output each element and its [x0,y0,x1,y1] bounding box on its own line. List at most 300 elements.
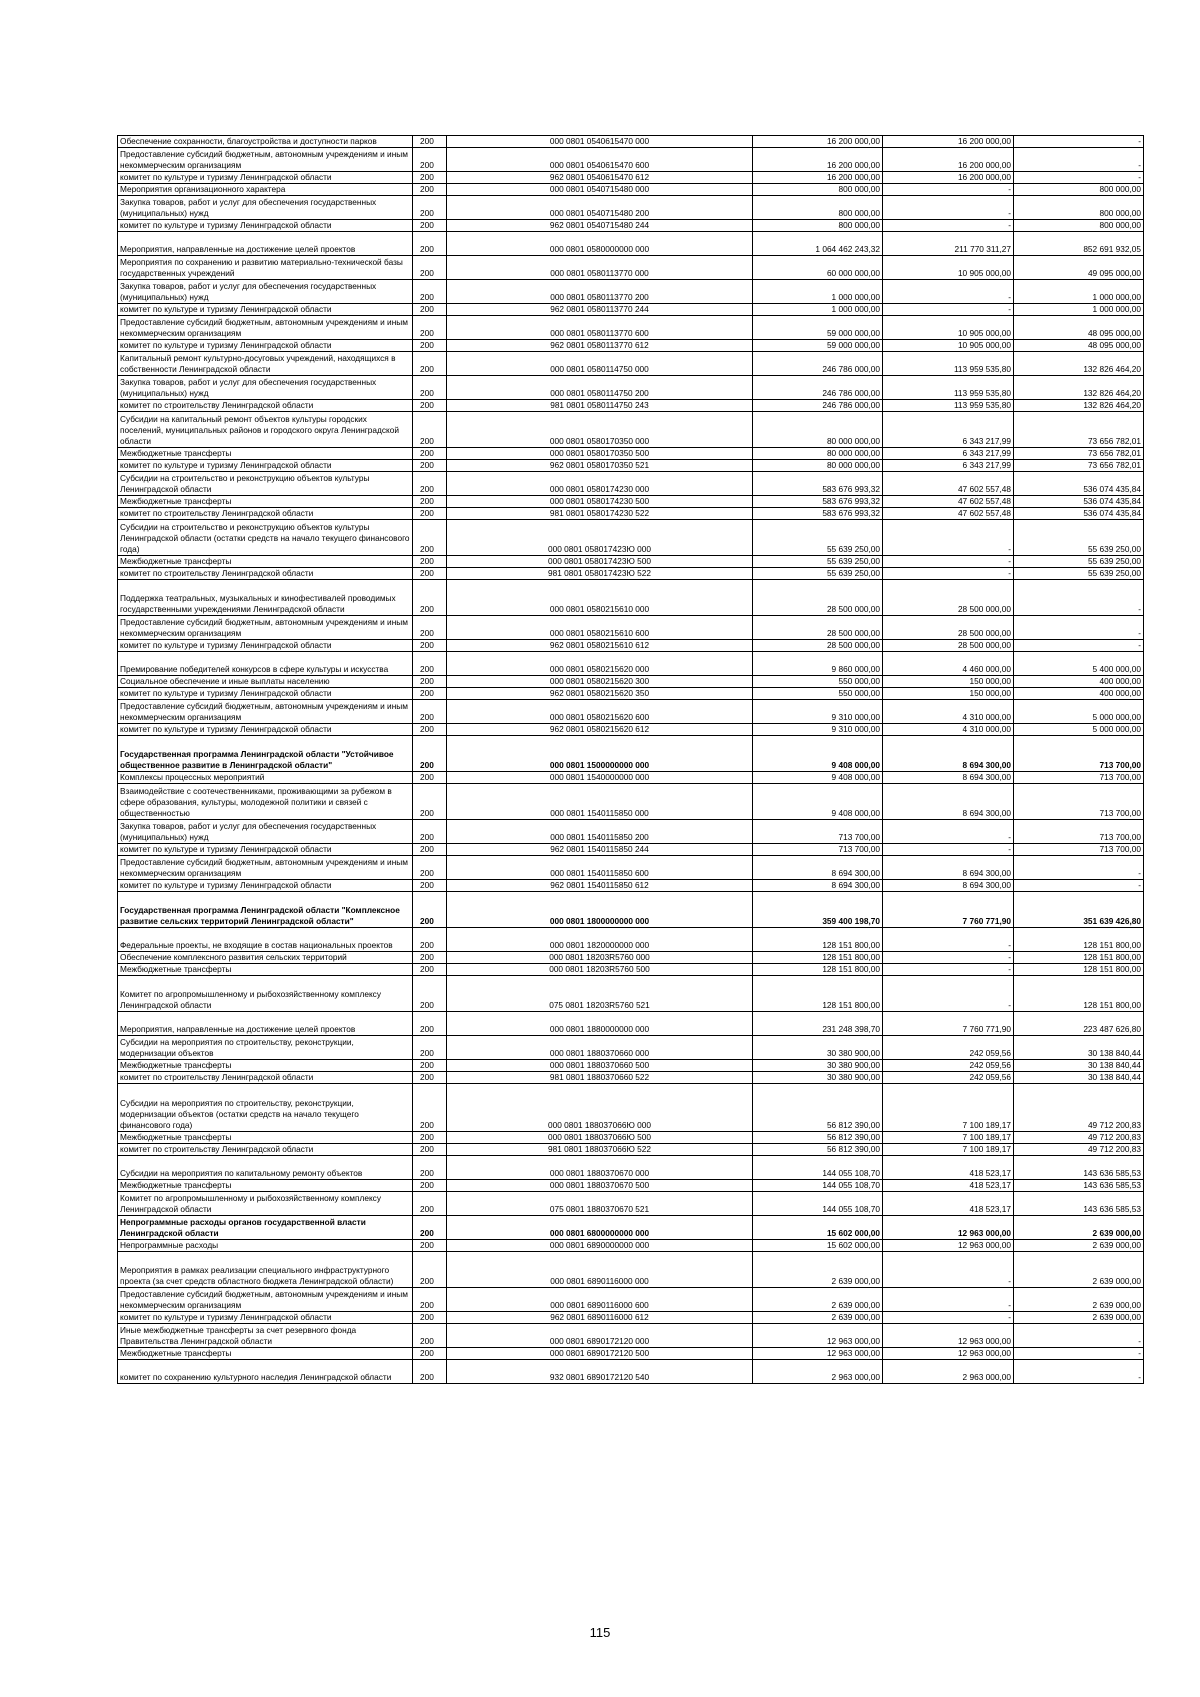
row-value-3: 713 700,00 [1014,820,1144,844]
row-value-3: 5 000 000,00 [1014,700,1144,724]
row-value-2: 7 760 771,90 [883,892,1014,928]
row-name: Межбюджетные трансферты [118,448,413,460]
row-admin-code: 200 [413,964,447,976]
row-name: Предоставление субсидий бюджетным, автономным учреждениям и иным некоммерческим организациям [118,1288,413,1312]
row-value-3: 713 700,00 [1014,784,1144,820]
row-admin-code: 200 [413,184,447,196]
row-value-2: 7 100 189,17 [883,1132,1014,1144]
row-name: Комитет по агропромышленному и рыбохозяйственному комплексу Ленинградской области [118,1192,413,1216]
row-name: Государственная программа Ленинградской области "Устойчивое общественное развитие в Ленинградской области" [118,736,413,772]
row-name: Межбюджетные трансферты [118,1132,413,1144]
row-value-2: 418 523,17 [883,1156,1014,1180]
table-row [118,1156,1144,1180]
row-value-3: 73 656 782,01 [1014,448,1144,460]
table-row [118,1084,1144,1132]
row-admin-code: 200 [413,196,447,220]
row-value-3: 2 639 000,00 [1014,1252,1144,1288]
row-budget-code: 000 0801 0580170350 500 [447,448,753,460]
row-admin-code: 200 [413,304,447,316]
row-name: Мероприятия по сохранению и развитию материально-технической базы государственных учреждений [118,256,413,280]
row-value-3: 128 151 800,00 [1014,952,1144,964]
row-value-3: - [1014,640,1144,652]
row-budget-code: 981 0801 188037066Ю 522 [447,1144,753,1156]
table-row [118,700,1144,724]
row-value-1: 550 000,00 [753,676,883,688]
row-value-2: 8 694 300,00 [883,772,1014,784]
row-budget-code: 000 0801 1800000000 000 [447,892,753,928]
row-budget-code: 981 0801 1880370660 522 [447,1072,753,1084]
row-name: Межбюджетные трансферты [118,556,413,568]
row-value-2: 47 602 557,48 [883,508,1014,520]
table-row [118,280,1144,304]
table-row [118,1288,1144,1312]
row-value-2: 12 963 000,00 [883,1324,1014,1348]
table-row [118,1132,1144,1144]
table-row [118,136,1144,148]
row-value-2: 242 059,56 [883,1072,1014,1084]
row-name: Предоставление субсидий бюджетным, автономным учреждениям и иным некоммерческим организациям [118,148,413,172]
table-row [118,508,1144,520]
row-admin-code: 200 [413,1348,447,1360]
row-value-2: 418 523,17 [883,1180,1014,1192]
row-value-3: 55 639 250,00 [1014,556,1144,568]
row-value-2: 7 760 771,90 [883,1012,1014,1036]
row-value-3: 536 074 435,84 [1014,508,1144,520]
row-value-2: 10 905 000,00 [883,256,1014,280]
row-budget-code: 000 0801 1880370670 000 [447,1156,753,1180]
row-admin-code: 200 [413,928,447,952]
row-value-3: - [1014,616,1144,640]
row-admin-code: 200 [413,508,447,520]
row-value-3: 49 712 200,83 [1014,1144,1144,1156]
row-value-1: 246 786 000,00 [753,376,883,400]
row-value-3: 2 639 000,00 [1014,1240,1144,1252]
row-value-3: 30 138 840,44 [1014,1060,1144,1072]
row-admin-code: 200 [413,220,447,232]
row-budget-code: 981 0801 0580174230 522 [447,508,753,520]
row-value-1: 16 200 000,00 [753,172,883,184]
row-name: Межбюджетные трансферты [118,496,413,508]
row-admin-code: 200 [413,376,447,400]
table-row [118,1144,1144,1156]
row-budget-code: 000 0801 1880370670 500 [447,1180,753,1192]
table-row [118,688,1144,700]
row-name: комитет по культуре и туризму Ленинградской области [118,844,413,856]
row-value-2: 7 100 189,17 [883,1144,1014,1156]
row-value-3: 800 000,00 [1014,196,1144,220]
row-name: Субсидии на строительство и реконструкцию объектов культуры Ленинградской области (остатки средств на начало текущего финансового года) [118,520,413,556]
row-budget-code: 000 0801 188037066Ю 500 [447,1132,753,1144]
row-value-1: 2 639 000,00 [753,1252,883,1288]
row-value-2: - [883,952,1014,964]
row-value-3: 132 826 464,20 [1014,400,1144,412]
row-value-1: 60 000 000,00 [753,256,883,280]
row-name: комитет по строительству Ленинградской области [118,1072,413,1084]
row-value-1: 8 694 300,00 [753,880,883,892]
row-name: Непрограммные расходы органов государственной власти Ленинградской области [118,1216,413,1240]
table-row [118,976,1144,1012]
row-value-2: 2 963 000,00 [883,1360,1014,1384]
row-admin-code: 200 [413,256,447,280]
table-row [118,172,1144,184]
row-value-2: 211 770 311,27 [883,232,1014,256]
row-name: Субсидии на мероприятия по капитальному ремонту объектов [118,1156,413,1180]
table-row [118,928,1144,952]
row-budget-code: 000 0801 0580215620 000 [447,652,753,676]
row-name: Капитальный ремонт культурно-досуговых учреждений, находящихся в собственности Ленинградской области [118,352,413,376]
row-name: комитет по культуре и туризму Ленинградской области [118,880,413,892]
row-budget-code: 962 0801 0580113770 612 [447,340,753,352]
row-value-3: 73 656 782,01 [1014,412,1144,448]
table-row [118,1360,1144,1384]
row-value-3: - [1014,1324,1144,1348]
row-value-1: 713 700,00 [753,844,883,856]
row-name: комитет по культуре и туризму Ленинградской области [118,1312,413,1324]
row-value-2: 47 602 557,48 [883,472,1014,496]
row-value-2: - [883,520,1014,556]
table-row [118,1348,1144,1360]
row-value-1: 80 000 000,00 [753,448,883,460]
row-value-2: 12 963 000,00 [883,1348,1014,1360]
row-name: Межбюджетные трансферты [118,964,413,976]
row-admin-code: 200 [413,280,447,304]
row-admin-code: 200 [413,892,447,928]
row-admin-code: 200 [413,1132,447,1144]
row-value-1: 12 963 000,00 [753,1324,883,1348]
row-name: Мероприятия, направленные на достижение целей проектов [118,232,413,256]
table-row [118,844,1144,856]
row-value-1: 583 676 993,32 [753,496,883,508]
row-budget-code: 000 0801 058017423Ю 500 [447,556,753,568]
row-value-1: 550 000,00 [753,688,883,700]
table-row [118,1216,1144,1240]
row-value-3: - [1014,1348,1144,1360]
row-admin-code: 200 [413,880,447,892]
row-name: Федеральные проекты, не входящие в состав национальных проектов [118,928,413,952]
row-admin-code: 200 [413,772,447,784]
row-admin-code: 200 [413,700,447,724]
row-value-1: 800 000,00 [753,196,883,220]
row-value-3: 713 700,00 [1014,736,1144,772]
row-admin-code: 200 [413,1252,447,1288]
row-value-2: - [883,1312,1014,1324]
row-budget-code: 000 0801 0580114750 200 [447,376,753,400]
table-row [118,1072,1144,1084]
row-value-2: 242 059,56 [883,1060,1014,1072]
row-value-2: 10 905 000,00 [883,316,1014,340]
table-row [118,772,1144,784]
table-row [118,1312,1144,1324]
row-budget-code: 000 0801 6890172120 500 [447,1348,753,1360]
row-budget-code: 000 0801 1540115850 600 [447,856,753,880]
row-name: комитет по культуре и туризму Ленинградской области [118,640,413,652]
row-value-3: 852 691 932,05 [1014,232,1144,256]
row-admin-code: 200 [413,448,447,460]
row-value-1: 28 500 000,00 [753,580,883,616]
row-value-2: 4 310 000,00 [883,700,1014,724]
table-row [118,472,1144,496]
row-value-1: 30 380 900,00 [753,1036,883,1060]
row-value-3: 800 000,00 [1014,184,1144,196]
row-budget-code: 962 0801 1540115850 244 [447,844,753,856]
row-value-2: - [883,964,1014,976]
row-value-1: 359 400 198,70 [753,892,883,928]
row-value-1: 16 200 000,00 [753,148,883,172]
row-budget-code: 000 0801 0580215610 600 [447,616,753,640]
table-row [118,1012,1144,1036]
row-admin-code: 200 [413,1156,447,1180]
row-name: Мероприятия организационного характера [118,184,413,196]
table-row [118,616,1144,640]
row-value-2: 6 343 217,99 [883,412,1014,448]
row-budget-code: 981 0801 058017423Ю 522 [447,568,753,580]
row-admin-code: 200 [413,784,447,820]
row-value-3: 143 636 585,53 [1014,1180,1144,1192]
row-name: комитет по культуре и туризму Ленинградской области [118,304,413,316]
row-budget-code: 981 0801 0580114750 243 [447,400,753,412]
table-row [118,148,1144,172]
table-row [118,892,1144,928]
row-value-2: 28 500 000,00 [883,580,1014,616]
row-budget-code: 000 0801 1540115850 200 [447,820,753,844]
row-name: комитет по культуре и туризму Ленинградской области [118,340,413,352]
row-value-3: 49 095 000,00 [1014,256,1144,280]
row-admin-code: 200 [413,1240,447,1252]
row-name: Предоставление субсидий бюджетным, автономным учреждениям и иным некоммерческим организациям [118,316,413,340]
row-name: Предоставление субсидий бюджетным, автономным учреждениям и иным некоммерческим организациям [118,700,413,724]
row-admin-code: 200 [413,1012,447,1036]
row-name: Мероприятия, направленные на достижение целей проектов [118,1012,413,1036]
row-value-2: - [883,184,1014,196]
row-budget-code: 000 0801 0580174230 500 [447,496,753,508]
table-body [118,136,1144,1384]
row-admin-code: 200 [413,1216,447,1240]
table-row [118,340,1144,352]
row-value-2: 242 059,56 [883,1036,1014,1060]
table-row [118,580,1144,616]
row-budget-code: 000 0801 6890116000 000 [447,1252,753,1288]
table-row [118,1240,1144,1252]
table-row [118,652,1144,676]
row-value-3: - [1014,880,1144,892]
row-value-1: 128 151 800,00 [753,976,883,1012]
row-name: Закупка товаров, работ и услуг для обеспечения государственных (муниципальных) нужд [118,820,413,844]
row-value-1: 128 151 800,00 [753,952,883,964]
row-value-2: - [883,304,1014,316]
row-value-1: 15 602 000,00 [753,1240,883,1252]
row-name: комитет по культуре и туризму Ленинградской области [118,172,413,184]
table-row [118,856,1144,880]
row-value-3: 400 000,00 [1014,688,1144,700]
row-admin-code: 200 [413,520,447,556]
row-admin-code: 200 [413,568,447,580]
table-row [118,220,1144,232]
row-value-2: 16 200 000,00 [883,136,1014,148]
row-budget-code: 962 0801 1540115850 612 [447,880,753,892]
row-value-2: - [883,280,1014,304]
row-admin-code: 200 [413,340,447,352]
row-value-1: 231 248 398,70 [753,1012,883,1036]
row-value-3: 30 138 840,44 [1014,1072,1144,1084]
row-name: Межбюджетные трансферты [118,1348,413,1360]
row-value-1: 128 151 800,00 [753,964,883,976]
row-name: Субсидии на мероприятия по строительству, реконструкции, модернизации объектов [118,1036,413,1060]
table-row [118,724,1144,736]
row-value-3: 536 074 435,84 [1014,496,1144,508]
row-admin-code: 200 [413,580,447,616]
row-budget-code: 000 0801 0580215620 600 [447,700,753,724]
table-row [118,460,1144,472]
row-value-1: 15 602 000,00 [753,1216,883,1240]
table-row [118,736,1144,772]
table-row [118,316,1144,340]
row-budget-code: 962 0801 0580215620 612 [447,724,753,736]
row-value-2: - [883,196,1014,220]
row-value-3: 132 826 464,20 [1014,376,1144,400]
row-value-1: 1 000 000,00 [753,280,883,304]
row-budget-code: 000 0801 1540115850 000 [447,784,753,820]
row-value-2: - [883,928,1014,952]
row-budget-code: 000 0801 0580114750 000 [447,352,753,376]
row-budget-code: 000 0801 18203R5760 000 [447,952,753,964]
row-admin-code: 200 [413,1288,447,1312]
row-value-3: 49 712 200,83 [1014,1084,1144,1132]
row-value-2: 113 959 535,80 [883,376,1014,400]
row-value-1: 9 408 000,00 [753,736,883,772]
table-row [118,376,1144,400]
row-value-2: - [883,568,1014,580]
row-name: Предоставление субсидий бюджетным, автономным учреждениям и иным некоммерческим организациям [118,616,413,640]
row-budget-code: 000 0801 6890000000 000 [447,1240,753,1252]
row-value-3: 128 151 800,00 [1014,964,1144,976]
row-budget-code: 962 0801 0540615470 612 [447,172,753,184]
row-admin-code: 200 [413,1360,447,1384]
row-value-3: - [1014,172,1144,184]
row-value-2: 12 963 000,00 [883,1240,1014,1252]
row-value-1: 800 000,00 [753,184,883,196]
row-value-2: 150 000,00 [883,676,1014,688]
row-budget-code: 000 0801 1500000000 000 [447,736,753,772]
row-admin-code: 200 [413,1324,447,1348]
row-value-1: 12 963 000,00 [753,1348,883,1360]
row-budget-code: 000 0801 188037066Ю 000 [447,1084,753,1132]
row-value-2: 113 959 535,80 [883,400,1014,412]
row-value-2: 16 200 000,00 [883,172,1014,184]
row-value-1: 28 500 000,00 [753,616,883,640]
table-row [118,1180,1144,1192]
row-admin-code: 200 [413,736,447,772]
row-value-3: 713 700,00 [1014,772,1144,784]
row-value-1: 55 639 250,00 [753,520,883,556]
row-value-1: 144 055 108,70 [753,1156,883,1180]
row-name: Непрограммные расходы [118,1240,413,1252]
row-value-2: - [883,220,1014,232]
row-budget-code: 962 0801 0580170350 521 [447,460,753,472]
row-value-2: 113 959 535,80 [883,352,1014,376]
row-admin-code: 200 [413,400,447,412]
row-admin-code: 200 [413,556,447,568]
row-value-1: 1 064 462 243,32 [753,232,883,256]
row-value-1: 8 694 300,00 [753,856,883,880]
row-value-3: 2 639 000,00 [1014,1288,1144,1312]
row-budget-code: 000 0801 1540000000 000 [447,772,753,784]
row-name: комитет по строительству Ленинградской области [118,1144,413,1156]
row-budget-code: 000 0801 1880000000 000 [447,1012,753,1036]
row-value-1: 800 000,00 [753,220,883,232]
row-value-1: 16 200 000,00 [753,136,883,148]
row-value-2: 6 343 217,99 [883,448,1014,460]
row-name: комитет по культуре и туризму Ленинградской области [118,688,413,700]
row-name: Закупка товаров, работ и услуг для обеспечения государственных (муниципальных) нужд [118,376,413,400]
table-row [118,1192,1144,1216]
row-value-1: 246 786 000,00 [753,352,883,376]
row-name: Взаимодействие с соотечественниками, проживающими за рубежом в сфере образования, культуры, молодежной политики и связей с общественностью [118,784,413,820]
row-budget-code: 075 0801 1880370670 521 [447,1192,753,1216]
row-budget-code: 000 0801 6890116000 600 [447,1288,753,1312]
table-row [118,1036,1144,1060]
row-value-2: 150 000,00 [883,688,1014,700]
row-value-2: - [883,820,1014,844]
row-budget-code: 000 0801 6800000000 000 [447,1216,753,1240]
row-budget-code: 000 0801 1880370660 500 [447,1060,753,1072]
row-value-1: 56 812 390,00 [753,1144,883,1156]
table-row [118,184,1144,196]
row-value-2: - [883,1288,1014,1312]
row-budget-code: 000 0801 0580174230 000 [447,472,753,496]
table-row [118,568,1144,580]
row-budget-code: 000 0801 0580170350 000 [447,412,753,448]
row-admin-code: 200 [413,412,447,448]
row-value-3: 55 639 250,00 [1014,568,1144,580]
row-budget-code: 000 0801 0580000000 000 [447,232,753,256]
row-value-1: 144 055 108,70 [753,1192,883,1216]
row-value-1: 2 639 000,00 [753,1312,883,1324]
row-name: Премирование победителей конкурсов в сфере культуры и искусства [118,652,413,676]
row-value-3: 132 826 464,20 [1014,352,1144,376]
row-value-1: 144 055 108,70 [753,1180,883,1192]
row-admin-code: 200 [413,1072,447,1084]
row-value-2: 8 694 300,00 [883,784,1014,820]
row-value-3: 536 074 435,84 [1014,472,1144,496]
row-admin-code: 200 [413,316,447,340]
row-admin-code: 200 [413,496,447,508]
row-value-1: 246 786 000,00 [753,400,883,412]
row-value-2: - [883,976,1014,1012]
row-admin-code: 200 [413,844,447,856]
row-value-1: 9 860 000,00 [753,652,883,676]
row-name: Социальное обеспечение и иные выплаты населению [118,676,413,688]
row-budget-code: 000 0801 0540715480 000 [447,184,753,196]
row-budget-code: 932 0801 6890172120 540 [447,1360,753,1384]
row-value-1: 9 408 000,00 [753,772,883,784]
row-admin-code: 200 [413,856,447,880]
row-value-3: 55 639 250,00 [1014,520,1144,556]
row-value-3: 223 487 626,80 [1014,1012,1144,1036]
row-budget-code: 000 0801 6890172120 000 [447,1324,753,1348]
table-row [118,676,1144,688]
row-value-2: 7 100 189,17 [883,1084,1014,1132]
row-budget-code: 000 0801 0540715480 200 [447,196,753,220]
row-value-1: 55 639 250,00 [753,568,883,580]
row-value-1: 80 000 000,00 [753,460,883,472]
row-budget-code: 000 0801 1880370660 000 [447,1036,753,1060]
table-row [118,820,1144,844]
row-admin-code: 200 [413,136,447,148]
row-name: Субсидии на мероприятия по строительству, реконструкции, модернизации объектов (остатки средств на начало текущего финансового года) [118,1084,413,1132]
row-value-2: 47 602 557,48 [883,496,1014,508]
row-value-3: 713 700,00 [1014,844,1144,856]
row-value-3: 30 138 840,44 [1014,1036,1144,1060]
